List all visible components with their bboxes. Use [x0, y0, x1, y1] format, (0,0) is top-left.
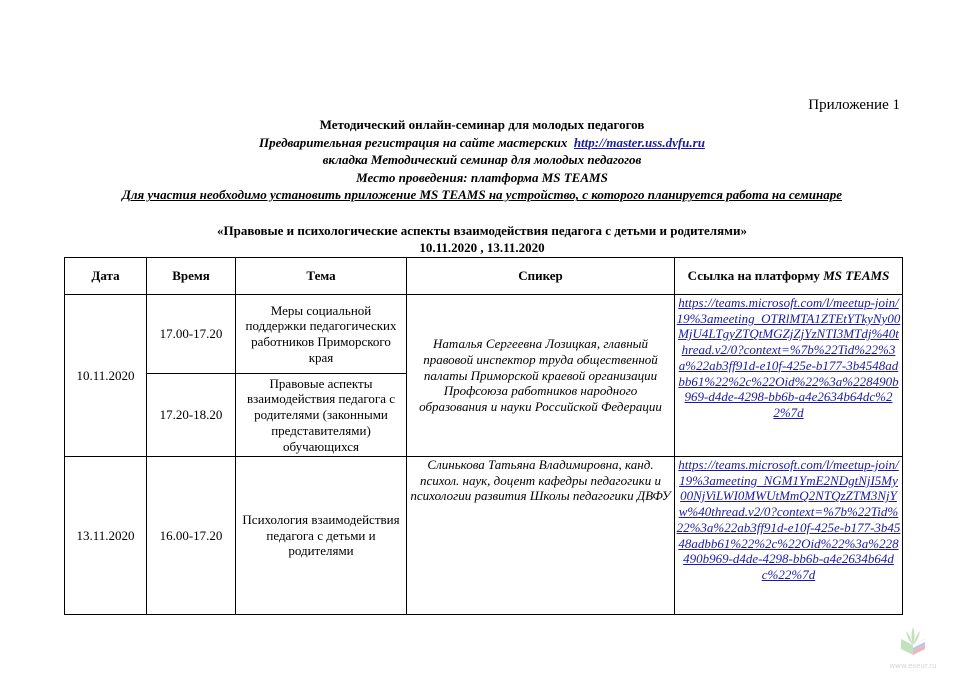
cell-topic: Меры социальной поддержки педагогических работников Приморского края [236, 295, 407, 374]
seminar-header [0, 116, 964, 204]
tab-text: вкладка Методический семинар для молодых педагогов [322, 152, 642, 168]
schedule-table [64, 257, 903, 615]
header-link-platform: MS TEAMS [823, 268, 890, 284]
header-topic: Тема [236, 258, 407, 295]
teams-meeting-link[interactable]: https://teams.microsoft.com/l/meetup-join/19%3ameeting_NGM1YmE2NDgtNjI5My00NjViLWI0MWUtMmQ2NTQzZTM3NjYw%40thread.v2/0?context=%7b%22Tid%22%3a%22ab3ff91d-e10f-425e-b177-3b4548adbb61%22%2c%22Oid%22%3a%228490b969-d4de-4298-bb6b-a4e2634b64dc%22%7d [676, 457, 901, 582]
profsoyuz-logo-icon [898, 623, 928, 657]
cell-topic: Правовые аспекты взаимодействия педагога с родителями (законными представителями) обучающихся [236, 374, 407, 457]
subject-title: «Правовые и психологические аспекты взаимодействия педагога с детьми и родителями» [217, 223, 747, 238]
seminar-title: Методический онлайн-семинар для молодых педагогов [319, 117, 645, 132]
registration-line [0, 134, 964, 152]
registration-text: Предварительная регистрация на сайте мастерских [259, 134, 568, 150]
registration-link[interactable]: http://master.uss.dvfu.ru [573, 134, 705, 150]
header-time: Время [147, 258, 236, 295]
venue-text: Место проведения: платформа MS TEAMS [356, 169, 608, 185]
subject-dates: 10.11.2020 , 13.11.2020 [419, 240, 545, 255]
appendix-label: Приложение 1 [808, 97, 900, 113]
header-link-prefix: Ссылка на платформу [687, 268, 824, 284]
cell-speaker: Слинькова Татьяна Владимировна, канд. психол. наук, доцент кафедры педагогики и психологии развития Школы педагогики ДВФУ [407, 457, 675, 615]
subject-block [0, 222, 964, 256]
table-header-row [65, 258, 903, 295]
table-row [65, 295, 903, 374]
header-speaker: Спикер [407, 258, 675, 295]
cell-time: 17.20-18.20 [147, 374, 236, 457]
cell-time: 16.00-17.20 [147, 457, 236, 615]
install-notice: Для участия необходимо установить приложение MS TEAMS на устройство, с которого планируется работа на семинаре [121, 187, 842, 203]
cell-speaker: Наталья Сергеевна Лозицкая, главный правовой инспектор труда общественной палаты Приморской краевой организации Профсоюза работников народного образования и науки Российской Федерации [407, 295, 675, 457]
cell-time: 17.00-17.20 [147, 295, 236, 374]
table-row [65, 457, 903, 615]
cell-link [675, 457, 903, 615]
cell-link [675, 295, 903, 457]
header-date: Дата [65, 258, 147, 295]
watermark-site: www.eseur.ru [889, 662, 937, 670]
cell-topic: Психология взаимодействия педагога с детьми и родителями [236, 457, 407, 615]
header-link [675, 258, 903, 295]
watermark [888, 623, 938, 670]
teams-meeting-link[interactable]: https://teams.microsoft.com/l/meetup-join/19%3ameeting_OTRlMTA1ZTEtYTkyNy00MjU4LTgyZTQtMGZjZjYzNTI3MTdj%40thread.v2/0?context=%7b%22Tid%22%3a%22ab3ff91d-e10f-425e-b177-3b4548adbb61%22%2c%22Oid%22%3a%228490b969-d4de-4298-bb6b-a4e2634b64dc%22%7d [676, 295, 901, 420]
cell-date: 10.11.2020 [65, 295, 147, 457]
cell-date: 13.11.2020 [65, 457, 147, 615]
